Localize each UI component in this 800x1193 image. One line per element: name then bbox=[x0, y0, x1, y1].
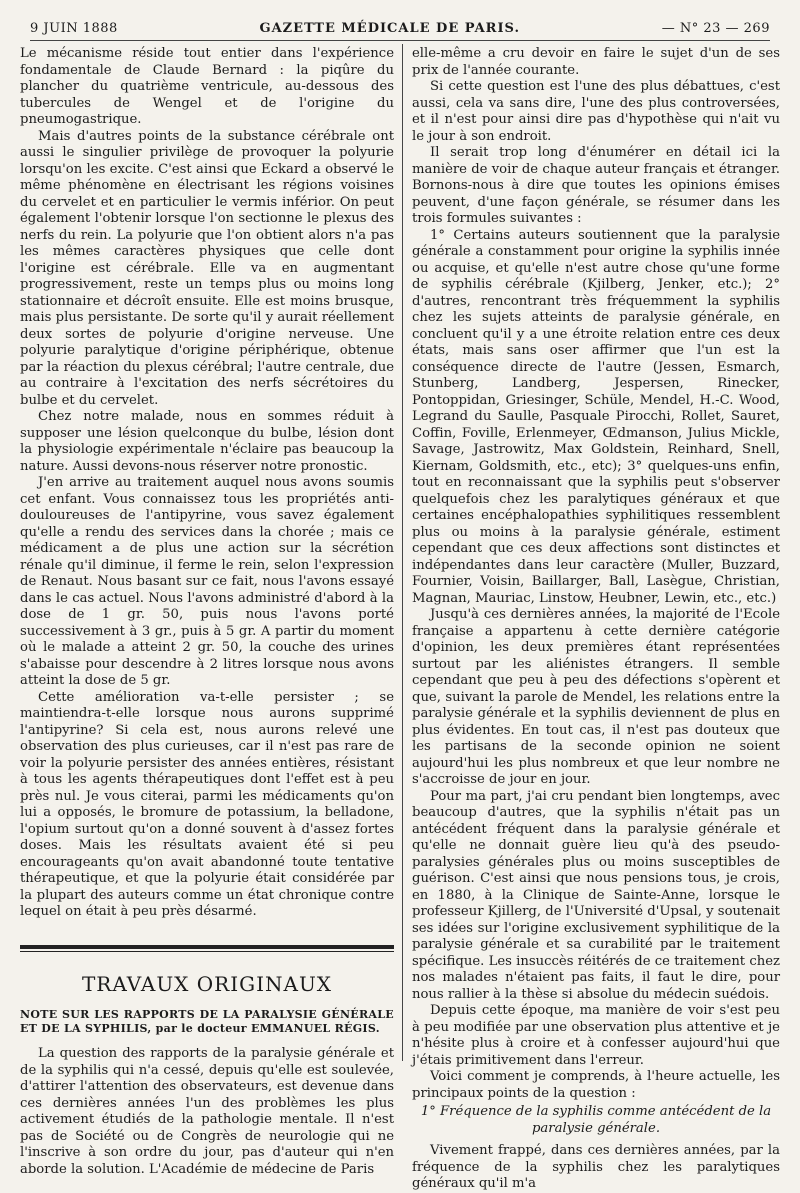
right-paragraph-1: elle-même a cru devoir en faire le sujet d'un de ses prix de l'année courante. bbox=[412, 46, 780, 78]
right-paragraph-5: Jusqu'à ces dernières années, la majorité de l'Ecole française a appartenu à cette dernière catégorie d'opinion, les deux premières étant représentées surtout par les aliénistes étrangers. Il semble cependant que peu à peu des défections s'opèrent et que, suivant la parole de Mendel, les relations entre la paralysie générale et la syphilis deviennent de plus en plus évidentes. En tout cas, il n'est pas douteux que les partisans de la seconde opinion ne soient aujourd'hui les plus nombreux et que leur nombre ne s'accroisse de jour en jour. bbox=[412, 607, 780, 787]
header-issue: — N° 23 — bbox=[661, 20, 740, 36]
subsection-heading: 1° Fréquence de la syphilis comme antécédent de la paralysie générale. bbox=[420, 1104, 772, 1136]
header-page-number: 269 bbox=[743, 20, 770, 36]
right-paragraph-9: Vivement frappé, dans ces dernières années, par la fréquence de la syphilis chez les paralytiques généraux qu'il m'a bbox=[412, 1143, 780, 1191]
left-paragraph-6: La question des rapports de la paralysie générale et de la syphilis qui n'a cessé, depuis qu'elle est soulevée, d'attirer l'attention des observateurs, est devenue dans ces dernières années l'un des problèmes les plus activement étudiés de la pathologie mentale. Il n'est pas de Société ou de Congrès de neurologie qui ne l'inscrive à son ordre du jour, pas d'auteur qui n'en aborde la solution. L'Académie de médecine de Paris bbox=[20, 1046, 394, 1177]
page-header bbox=[30, 16, 770, 41]
right-paragraph-4: 1° Certains auteurs soutiennent que la paralysie générale a constamment pour origine la syphilis innée ou acquise, et qu'elle n'est autre chose qu'une forme de syphilis cérébrale (Kjilberg, Jenker, etc.); 2° d'autres, rencontrant très fréquemment la syphilis chez les sujets atteints de paralysie générale, en concluent qu'il y a une étroite relation entre ces deux états, mais sans oser affirmer que l'un est la conséquence directe de l'autre (Jessen, Esmarch, Stunberg, Landberg, Jespersen, Rinecker, Pontoppidan, Griesinger, Schüle, Mendel, H.-C. Wood, Legrand du Saulle, Pasquale Pirocchi, Rollet, Sauret, Coffin, Foville, Erlenmeyer, Œdmanson, Julius Mickle, Savage, Jastrowitz, Max Goldstein, Reinhard, Snell, Kiernam, Goldsmith, etc., etc); 3° quelques-uns enfin, tout en reconnaissant que la syphilis peut s'observer quelquefois chez les paralytiques généraux et que certaines encéphalopathies syphilitiques ressemblent plus ou moins à la paralysie générale, estiment cependant que ces deux affections sont distinctes et indépendantes dans leur caractère (Muller, Buzzard, Fournier, Voisin, Baillarger, Ball, Lasègue, Christian, Magnan, Mauriac, Linstow, Heubner, Lewin, etc., etc.) bbox=[412, 227, 780, 606]
article-title: NOTE SUR LES RAPPORTS DE LA PARALYSIE GÉNÉRALE ET DE LA SYPHILIS, par le docteur EMMANUEL RÉGIS. bbox=[20, 1008, 394, 1035]
left-paragraph-1: Le mécanisme réside tout entier dans l'expérience fondamentale de Claude Bernard : la piqûre du plancher du quatrième ventricule, au-dessous des tubercules de Wengel et de l'origine du pneumogastrique. bbox=[20, 46, 394, 127]
left-paragraph-5: Cette amélioration va-t-elle persister ; se maintiendra-t-elle lorsque nous aurons supprimé l'antipyrine? Si cela est, nous aurons relevé une observation des plus curieuses, car il n'est pas rare de voir la polyurie persister des années entières, résistant à tous les agents thérapeutiques dont l'effet est à peu près nul. Je vous citerai, parmi les médicaments qu'on lui a opposés, le bromure de potassium, la belladone, l'opium surtout qu'on a donné souvent à d'assez fortes doses. Mais les résultats avaient été si peu encourageants qu'on avait abandonné toute tentative thérapeutique, et que la polyurie était considérée par la plupart des auteurs comme un état chronique contre lequel on était à peu près désarmé. bbox=[20, 689, 394, 919]
section-rule-thick bbox=[20, 945, 394, 949]
header-date: 9 JUIN 1888 bbox=[30, 20, 118, 36]
right-paragraph-3: Il serait trop long d'énumérer en détail ici la manière de voir de chaque auteur français et étranger. Bornons-nous à dire que toutes les opinions émises peuvent, d'une façon générale, se résumer dans les trois formules suivantes : bbox=[412, 145, 780, 226]
left-paragraph-2: Mais d'autres points de la substance cérébrale ont aussi le singulier privilège de provoquer la polyurie lorsqu'on les excite. C'est ainsi que Eckard a observé le même phénomène en électrisant les régions voisines du cervelet et en particulier le vermis inférior. On peut également l'obtenir lorsque l'on sectionne le plexus des nerfs du rein. La polyurie que l'on obtient alors n'a pas les mêmes caractères physiques que celle dont l'origine est cérébrale. Elle va en augmentant progressivement, reste un temps plus ou moins long stationnaire et décroît ensuite. Elle est moins brusque, mais plus persistante. De sorte qu'il y aurait réellement deux sortes de polyurie d'origine nerveuse. Une polyurie paralytique d'origine périphérique, obtenue par la réaction du plexus cérébral; l'autre centrale, due au contraire à l'excitation des nerfs sécrétoires du bulbe et du cervelet. bbox=[20, 128, 394, 408]
right-paragraph-2: Si cette question est l'une des plus débattues, c'est aussi, cela va sans dire, l'une des plus controversées, et il n'est pour ainsi dire pas d'hypothèse qui n'ait vu le jour à son endroit. bbox=[412, 79, 780, 144]
right-paragraph-8: Voici comment je comprends, à l'heure actuelle, les principaux points de la question : bbox=[412, 1069, 780, 1101]
section-title: TRAVAUX ORIGINAUX bbox=[81, 971, 333, 996]
header-issue-page bbox=[662, 21, 770, 36]
right-paragraph-6: Pour ma part, j'ai cru pendant bien longtemps, avec beaucoup d'autres, que la syphilis n'était pas un antécédent fréquent dans la paralysie générale et qu'elle ne donnait guère lieu qu'à des pseudo-paralysies générales plus ou moins susceptibles de guérison. C'est ainsi que nous pensions tous, je crois, en 1880, à la Clinique de Sainte-Anne, lorsque le professeur Kjillerg, de l'Université d'Upsal, y soutenait ses idées sur l'origine exclusivement syphilitique de la paralysie générale et sa curabilité par le traitement spécifique. Les insuccès réitérés de ce traitement chez nos malades n'étaient pas faits, il faut le dire, pour nous rallier à la thèse si absolue du médecin suédois. bbox=[412, 788, 780, 1002]
left-paragraph-3: Chez notre malade, nous en sommes réduit à supposer une lésion quelconque du bulbe, lésion dont la physiologie expérimentale n'éclaire pas beaucoup la nature. Aussi devons-nous réserver notre pronostic. bbox=[20, 409, 394, 474]
header-title: GAZETTE MÉDICALE DE PARIS. bbox=[259, 20, 521, 36]
left-column bbox=[20, 46, 394, 1177]
right-column bbox=[412, 46, 780, 1191]
left-paragraph-4: J'en arrive au traitement auquel nous avons soumis cet enfant. Vous connaissez tous les propriétés anti-douloureuses de l'antipyrine, vous savez également qu'elle a rendu des services dans la chorée ; mais ce médicament a de plus une action sur la sécrétion rénale qu'il diminue, il ferme le rein, selon l'expression de Renaut. Nous basant sur ce fait, nous l'avons essayé dans le cas actuel. Nous l'avons administré d'abord à la dose de 1 gr. 50, puis nous l'avons porté successivement à 3 gr., puis à 5 gr. A partir du moment où le malade a atteint 2 gr. 50, la couche des urines s'abaisse pour descendre à 2 litres lorsque nous avons atteint la dose de 5 gr. bbox=[20, 475, 394, 688]
right-paragraph-7: Depuis cette époque, ma manière de voir s'est peu à peu modifiée par une observation plus attentive et je n'hésite plus à croire et à confesser aujourd'hui que j'étais primitivement dans l'erreur. bbox=[412, 1003, 780, 1068]
column-divider bbox=[402, 44, 403, 1061]
section-rule-thin bbox=[20, 951, 394, 952]
